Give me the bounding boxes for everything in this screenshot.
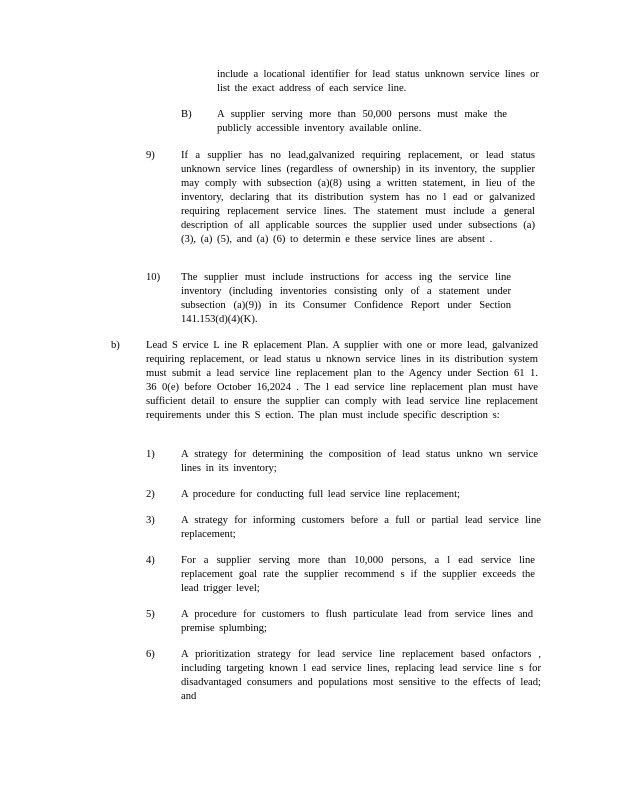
sub-item-5-label: 5) [146,609,155,620]
sub-item-2-label: 2) [146,489,155,500]
item-9-label: 9) [146,150,155,161]
sub-item-4-label: 4) [146,555,155,566]
item-9-text: If a supplier has no lead,galvanized requiring replacement, or lead status unknown service lines (regardless of ownership) in its inventory, the supplier may comply with subsection (a)(8) using a written statement, in lieu of the inventory, declaring that its distribution system has no l ead or galvanized requiring replacement service lines. The statement must include a general description of all applicable sources the supplier used under subsections (a)(3), (a) (5), and (a) (6) to determin e these service lines are absent . [181,150,535,245]
sub-item-6-text: A prioritization strategy for lead service line replacement based onfactors , including targeting known l ead service lines, replacing lead service line s for disadvantaged consumers and populations most sensitive to the effects of lead; and [181,649,541,702]
sub-item-1-text: A strategy for determining the composition of lead status unkno wn service lines in its inventory; [181,449,538,474]
item-10-text: The supplier must include instructions for access ing the service line inventory (including inventories consisting only of a statement under subsection (a)(9)) in its Consumer Confidence Report under Section 141.153(d)(4)(K). [181,272,511,325]
sub-item-6-label: 6) [146,649,155,660]
section-b-label: b) [111,340,120,351]
sub-item-1-label: 1) [146,449,155,460]
sub-item-5-text: A procedure for customers to flush particulate lead from service lines and premise splumbing; [181,609,533,634]
sub-item-3-text: A strategy for informing customers before a full or partial lead service line replacement; [181,515,541,540]
sub-item-2-text: A procedure for conducting full lead service line replacement; [181,489,460,500]
item-b-label: B) [181,109,192,120]
section-b-text: Lead S ervice L ine R eplacement Plan. A supplier with one or more lead, galvanized requiring replacement, or lead status u nknown service lines in its distribution system must submit a lead service line replacement plan to the Agency under Section 61 1. 36 0(e) before October 16,2024 . The l ead service line replacement plan must have sufficient detail to ensure the supplier can comply with lead service line replacement requirements under this S ection. The plan must include specific description s: [146,340,538,421]
item-10-label: 10) [146,272,161,283]
sub-item-4-text: For a supplier serving more than 10,000 persons, a l ead service line replacement goal rate the supplier recommend s if the supplier exceeds the lead trigger level; [181,555,535,594]
continuation-paragraph: include a locational identifier for lead status unknown service lines or list the exact address of each service line. [217,69,539,94]
sub-item-3-label: 3) [146,515,155,526]
item-b-text: A supplier serving more than 50,000 persons must make the publicly accessible inventory available online. [217,109,507,134]
